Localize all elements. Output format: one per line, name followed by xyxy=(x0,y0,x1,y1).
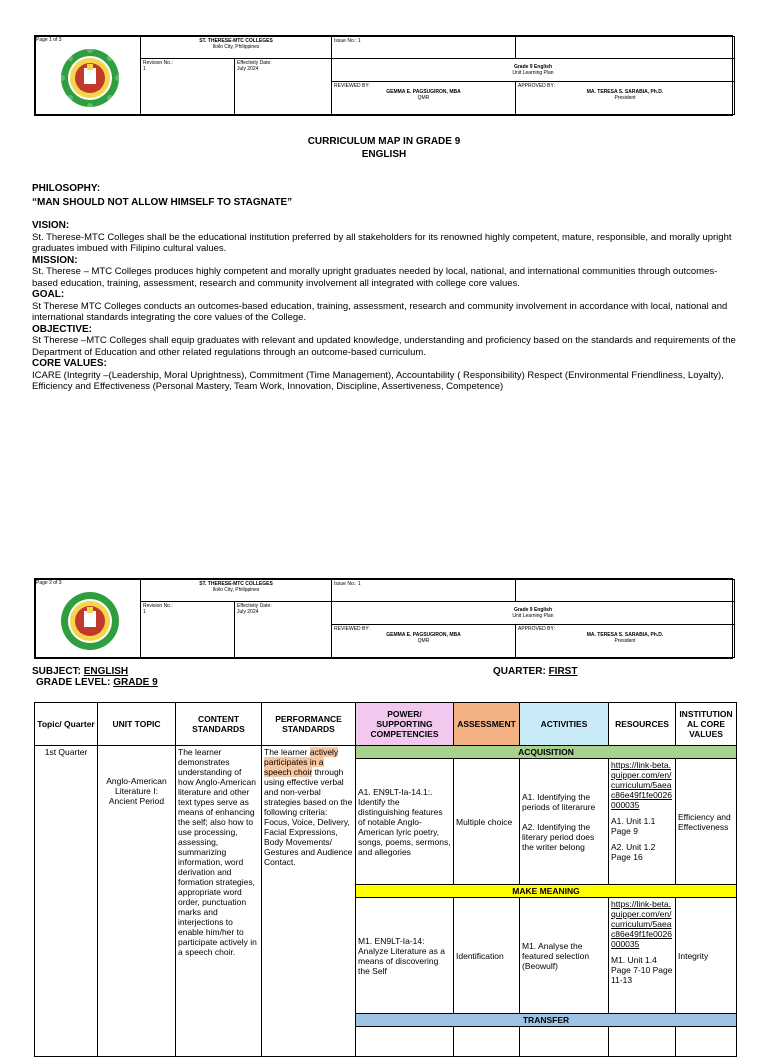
transfer-activity xyxy=(520,1027,609,1057)
col-header-assessment: ASSESSMENT xyxy=(454,703,520,746)
quarter-label: QUARTER: xyxy=(493,666,549,677)
col-header-resources: RESOURCES xyxy=(609,703,676,746)
college-seal-logo xyxy=(60,48,120,108)
activity-a1: A1. Identifying the periods of literarure xyxy=(522,791,596,812)
issue-no: Issue No.: 1 xyxy=(332,37,516,59)
grade-value: GRADE 9 xyxy=(113,677,158,688)
page2-header xyxy=(34,578,733,659)
curriculum-map-table xyxy=(34,702,737,1057)
quarter-line xyxy=(493,666,577,677)
mission-label: MISSION: xyxy=(32,254,78,266)
revision-cell xyxy=(141,59,235,115)
philosophy-text: “MAN SHOULD NOT ALLOW HIMSELF TO STAGNATE” xyxy=(32,196,293,208)
document-title: CURRICULUM MAP IN GRADE 9 xyxy=(307,136,461,147)
revision-cell xyxy=(141,602,235,658)
effectivity-value: July 2024 xyxy=(237,609,259,615)
statements-section xyxy=(32,220,737,393)
col-header-competencies: POWER/ SUPPORTING COMPETENCIES xyxy=(356,703,454,746)
reviewer-role: QMR xyxy=(417,638,430,644)
core-values-label: CORE VALUES: xyxy=(32,358,107,369)
school-address: Iloilo City, Philippines xyxy=(212,587,260,593)
approved-cell xyxy=(516,625,735,658)
subject-line xyxy=(32,666,737,678)
header-blank xyxy=(516,580,735,602)
school-info xyxy=(141,580,332,602)
make-meaning-bar: MAKE MEANING xyxy=(356,885,737,898)
effectivity-label: Effectivity Date: xyxy=(237,60,272,66)
col-header-activities: ACTIVITIES xyxy=(520,703,609,746)
approver-role: President xyxy=(614,638,636,644)
effectivity-cell xyxy=(235,602,332,658)
goal-label: GOAL: xyxy=(32,289,65,300)
reviewed-cell xyxy=(332,82,516,115)
reviewed-cell xyxy=(332,625,516,658)
table-header-row xyxy=(35,703,737,746)
reviewer-name: GEMMA E. PAGSUGIRON, MBA xyxy=(386,632,461,638)
acquisition-core-value: Efficiency and Effectiveness xyxy=(676,759,737,885)
page-number: Page 1 of 3 xyxy=(36,37,62,43)
resource-link[interactable]: https://link-beta.quipper.com/en/curriculum/5aeac86e49f1fe0026000035 xyxy=(611,760,672,810)
acquisition-activities xyxy=(520,759,609,885)
school-info xyxy=(141,37,332,59)
make-meaning-activity: M1. Analyse the featured selection (Beowulf) xyxy=(520,898,609,1014)
acquisition-assessment: Multiple choice xyxy=(454,759,520,885)
approver-role: President xyxy=(614,95,636,101)
subject-label: SUBJECT: xyxy=(32,666,84,677)
acquisition-competency: A1. EN9LT-Ia-14.1:. Identify the distinguishing features of notable Anglo-American lyric poetry, songs, poems, sermons, and allegories xyxy=(356,759,454,885)
core-values-text: ICARE (Integrity –(Leadership, Moral Uprightness), Commitment (Time Management), Accountability ( Responsibility) Respect (Environmental Friendliness, Loyalty), Efficiency and Effectiveness (Personal Mastery, Team Work, Innovation, Discipline, Assertiveness, Competence) xyxy=(32,369,724,392)
grade-label: GRADE LEVEL: xyxy=(36,677,114,688)
doc-title: Grade 9 English xyxy=(513,607,553,613)
college-seal-logo xyxy=(60,591,120,651)
col-header-performance-standards: PERFORMANCE STANDARDS xyxy=(262,703,356,746)
resource-m1: M1. Unit 1.4 Page 7-10 Page 11-13 xyxy=(611,955,673,985)
logo-cell xyxy=(36,37,141,115)
reviewed-label: REVIEWED BY: xyxy=(334,626,370,632)
revision-label: Revision No.: xyxy=(143,603,173,609)
table-row xyxy=(35,746,737,759)
header-blank xyxy=(516,37,735,59)
perf-highlight: actively participates in a speech choir xyxy=(264,747,339,777)
doc-title: Grade 9 English xyxy=(513,64,553,70)
effectivity-value: July 2024 xyxy=(237,66,259,72)
school-name: ST. THERESE-MTC COLLEGES xyxy=(199,581,273,587)
perf-text-start: The learner xyxy=(264,747,310,757)
doc-subtitle: Unit Learning Plan xyxy=(512,613,554,619)
acquisition-resources xyxy=(609,759,676,885)
logo-cell xyxy=(36,580,141,658)
philosophy-section xyxy=(32,183,737,208)
approved-label: APPROVED BY: xyxy=(518,83,555,89)
resource-link[interactable]: https://link-beta.quipper.com/en/curriculum/5aeac86e49f1fe0026000035 xyxy=(611,899,672,949)
objective-text: St Therese –MTC Colleges shall equip graduates with relevant and updated knowledge, understanding and proficiency based on the standards and requirements of the Department of Education and other related regulations through an outcome-based curriculum. xyxy=(32,335,736,358)
make-meaning-competency: M1. EN9LT-Ia-14: Analyze Literature as a means of discovering the Self xyxy=(356,898,454,1014)
reviewer-name: GEMMA E. PAGSUGIRON, MBA xyxy=(386,89,461,95)
transfer-competency xyxy=(356,1027,454,1057)
col-header-core-values: INSTITUTION AL CORE VALUES xyxy=(676,703,737,746)
quarter-value: FIRST xyxy=(548,666,578,677)
approved-label: APPROVED BY: xyxy=(518,626,555,632)
performance-standard-cell xyxy=(262,746,356,1057)
revision-value: 1 xyxy=(143,609,146,615)
transfer-resources xyxy=(609,1027,676,1057)
revision-label: Revision No.: xyxy=(143,60,173,66)
reviewed-label: REVIEWED BY: xyxy=(334,83,370,89)
doc-subtitle: Unit Learning Plan xyxy=(512,70,554,76)
resource-a1: A1. Unit 1.1 Page 9 xyxy=(611,816,656,836)
transfer-assessment xyxy=(454,1027,520,1057)
content-standard-cell: The learner demonstrates understanding of how Anglo-American literature and other text types serve as means of enhancing the self; also how to use processing, assessing, summarizing information, word derivation and formation strategies, appropriate word order, punctuation marks and interjections to enable him/her to participate actively in a speech choir. xyxy=(176,746,262,1057)
acquisition-bar: ACQUISITION xyxy=(356,746,737,759)
unit-topic-cell: Anglo-American Literature I: Ancient Period xyxy=(98,746,176,1057)
page-number: Page 2 of 3 xyxy=(36,580,62,586)
issue-no: Issue No.: 1 xyxy=(332,580,516,602)
grade-line xyxy=(36,677,158,688)
objective-label: OBJECTIVE: xyxy=(32,323,93,335)
effectivity-label: Effectivity Date: xyxy=(237,603,272,609)
school-name: ST. THERESE-MTC COLLEGES xyxy=(199,38,273,44)
make-meaning-core-value: Integrity xyxy=(676,898,737,1014)
vision-text: St. Therese-MTC Colleges shall be the educational institution preferred by all stakeholders for its renowned highly competent, mature, responsible, and morally upright graduates imbued with Filipino cultural values. xyxy=(32,231,732,254)
col-header-content-standards: CONTENT STANDARDS xyxy=(176,703,262,746)
doc-title-cell xyxy=(332,59,735,82)
approver-name: MA. TERESA S. SARABIA, Ph.D. xyxy=(586,632,664,638)
philosophy-label: PHILOSOPHY: xyxy=(32,183,101,194)
document-subject: ENGLISH xyxy=(361,149,407,160)
transfer-core-value xyxy=(676,1027,737,1057)
col-header-unit-topic: UNIT TOPIC xyxy=(98,703,176,746)
vision-label: VISION: xyxy=(32,220,70,231)
reviewer-role: QMR xyxy=(417,95,430,101)
goal-text: St Therese MTC Colleges conducts an outcomes-based education, training, assessment, research and community involvement in accordance with local, national and international standards integrating the core values of the College. xyxy=(32,300,728,323)
subject-value: ENGLISH xyxy=(83,666,129,677)
revision-value: 1 xyxy=(143,66,146,72)
resource-a2: A2. Unit 1.2 Page 16 xyxy=(611,842,656,862)
make-meaning-assessment: Identification xyxy=(454,898,520,1014)
page1-header xyxy=(34,35,733,116)
mission-text: St. Therese – MTC Colleges produces highly competent and morally upright graduates needed by local, national, and international communities through outcomes-based education, training, assessment, research and community involvement all integrated with college core values. xyxy=(32,266,718,289)
perf-text-end: through using effective verbal and non-verbal strategies based on the following criteria: Focus, Voice, Delivery, Facial Expressions, Body Movements/ Gestures and Audience Contact. xyxy=(264,767,353,867)
transfer-bar: TRANSFER xyxy=(356,1014,737,1027)
effectivity-cell xyxy=(235,59,332,115)
col-header-topic: Topic/ Quarter xyxy=(35,703,98,746)
doc-title-cell xyxy=(332,602,735,625)
approved-cell xyxy=(516,82,735,115)
make-meaning-resources xyxy=(609,898,676,1014)
school-address: Iloilo City, Philippines xyxy=(212,44,260,50)
activity-a2: A2. Identifying the literary period does the writer belong xyxy=(522,821,595,852)
quarter-cell: 1st Quarter xyxy=(35,746,98,1057)
approver-name: MA. TERESA S. SARABIA, Ph.D. xyxy=(586,89,664,95)
